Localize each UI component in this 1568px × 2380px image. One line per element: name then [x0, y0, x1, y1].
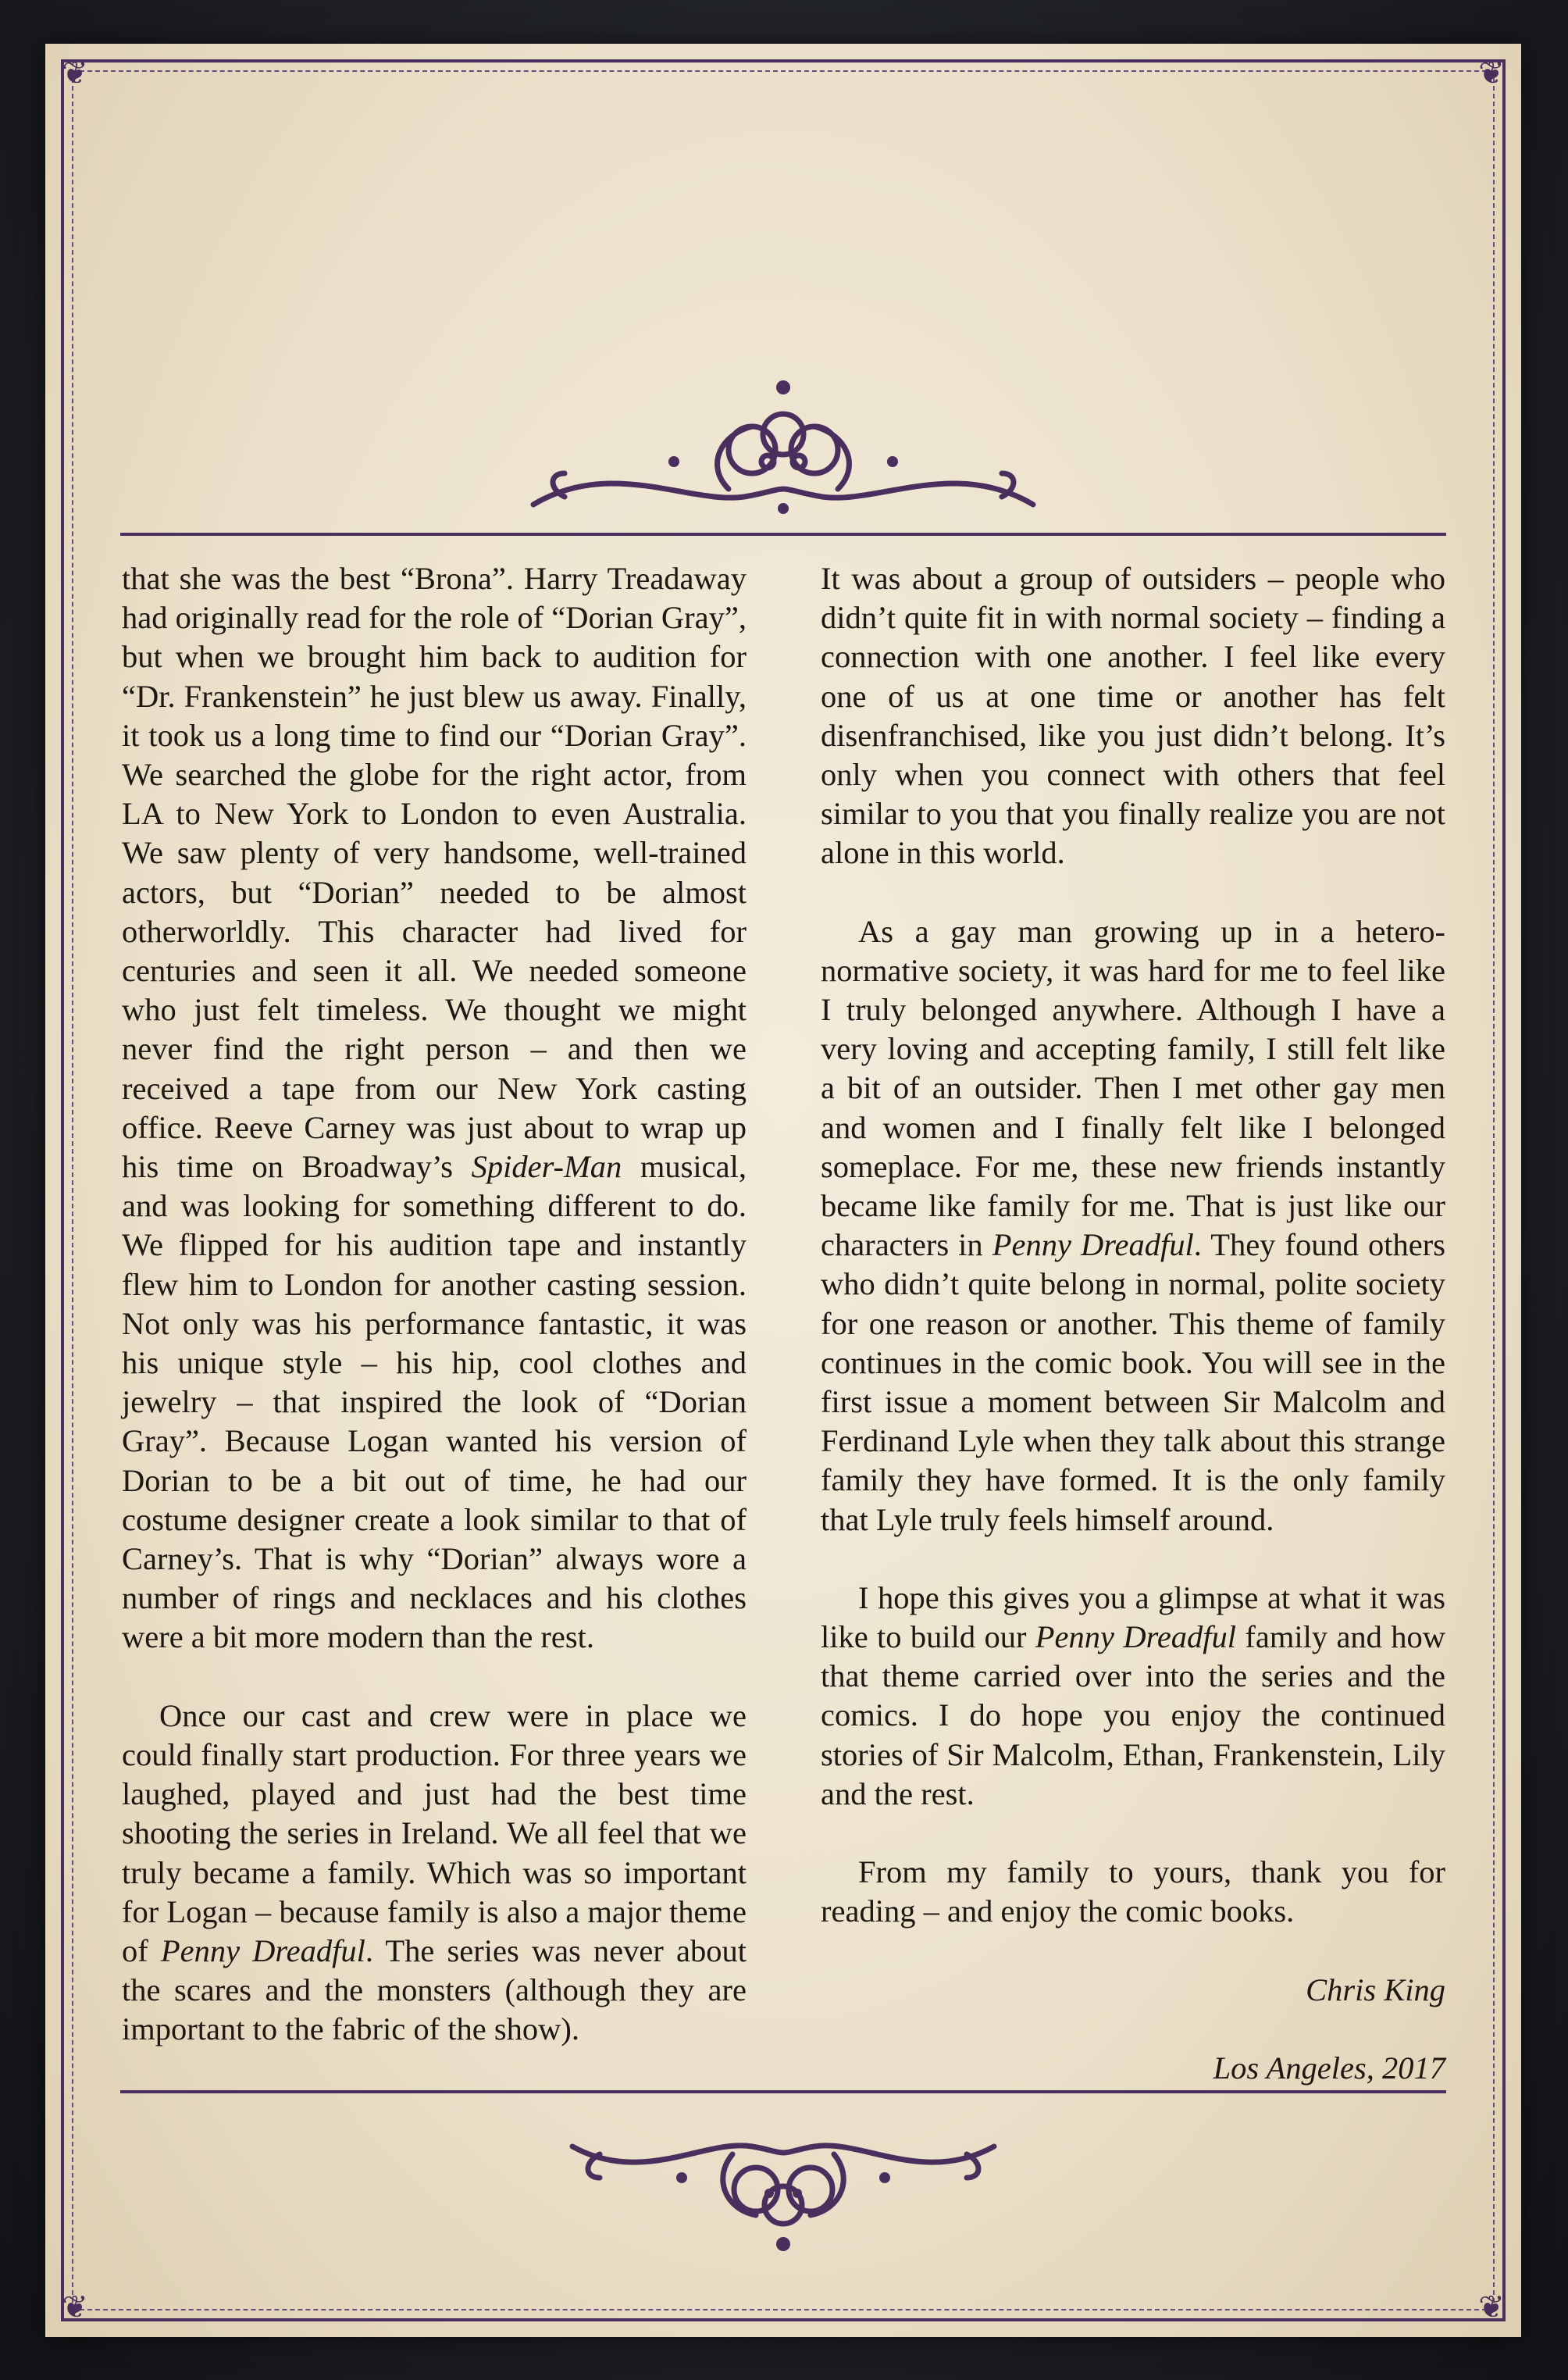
top-flourish-ornament-icon [45, 372, 1521, 528]
paragraph: From my family to yours, thank you for reading – and enjoy the comic books. [821, 1854, 1445, 1929]
corner-flourish-icon: ❦ [1478, 55, 1505, 91]
corner-flourish-icon: ❦ [1478, 2289, 1505, 2325]
paragraph: I hope this gives you a glimpse at what it was like to build our Penny Dreadful family and how that theme carried over into the series and the comics. I do hope you enjoy the continued stories of Sir Malcolm, Ethan, Frankenstein, Lily and the rest. [821, 1579, 1445, 1811]
paragraph: that she was the best “Brona”. Harry Treadaway had originally read for the role of “Dorian Gray”, but when we brought him back to audition for “Dr. Frankenstein” he just blew us away. Finally, it took us a long time to find our “Dorian Gray”. We searched the globe for the right actor, from LA to New York to London to even Australia. We saw plenty of very handsome, well-trained actors, but “Dorian” needed to be almost otherworldly. This character had lived for centuries and seen it all. We needed someone who just felt timeless. We thought we might never find the right person – and then we received a tape from our New York casting office. Reeve Carney was just about to wrap up his time on Broadway’s Spider-Man musical, and was looking for something different to do. We flipped for his audition tape and instantly flew him to London for another casting session. Not only was his performance fantastic, it was his unique style – his hip, cool clothes and jewelry – that inspired the look of “Dorian Gray”. Because Logan wanted his version of Dorian to be a bit out of time, he had our costume designer create a look similar to that of Carney’s. That is why “Dorian” always wore a number of rings and necklaces and his clothes were a bit more modern than the rest. [122, 561, 747, 1655]
signature-name: Chris King [1306, 1971, 1445, 2007]
corner-flourish-icon: ❦ [62, 2289, 88, 2325]
corner-flourish-icon: ❦ [62, 55, 88, 91]
show-title: Penny Dreadful [1035, 1619, 1237, 1655]
signature-place-date: Los Angeles, 2017 [1213, 2050, 1445, 2086]
paragraph: It was about a group of outsiders – people who didn’t quite fit in with normal society – finding a connection with one another. I feel like every one of us at one time or another has felt disenfranchised, like you just didn’t belong. It’s only when you connect with others that feel similar to you that you finally realize you are not alone in this world. [821, 561, 1445, 871]
top-divider-rule [120, 533, 1446, 536]
show-title: Penny Dreadful [160, 1932, 365, 1968]
letter-page [45, 44, 1521, 2337]
paragraph: Once our cast and crew were in place we could finally start production. For three years we laughed, played and just had the best time shooting the series in Ireland. We all feel that we truly became a family. Which was so important for Logan – because family is also a major theme of Penny Dreadful. The series was never about the scares and the monsters (although they are important to the fabric of the show). [122, 1697, 747, 2047]
right-text-column [821, 559, 1445, 2127]
paragraph: As a gay man growing up in a hetero-normative society, it was hard for me to feel like I truly belonged anywhere. Although I have a very loving and accepting family, I still felt like a bit of an outsider. Then I met other gay men and women and I finally felt like I belonged someplace. For me, these new friends instantly became like family for me. That is just like our characters in Penny Dreadful. They found others who didn’t quite belong in normal, polite society for one reason or another. This theme of family continues in the comic book. You will see in the first issue a moment between Sir Malcolm and Ferdinand Lyle when they talk about this strange family they have formed. It is the only family that Lyle truly feels himself around. [821, 913, 1446, 1537]
show-title: Penny Dreadful [992, 1227, 1194, 1263]
show-title: Spider-Man [471, 1149, 622, 1185]
left-text-column [122, 559, 747, 2089]
bottom-flourish-ornament-icon [45, 2123, 1521, 2256]
